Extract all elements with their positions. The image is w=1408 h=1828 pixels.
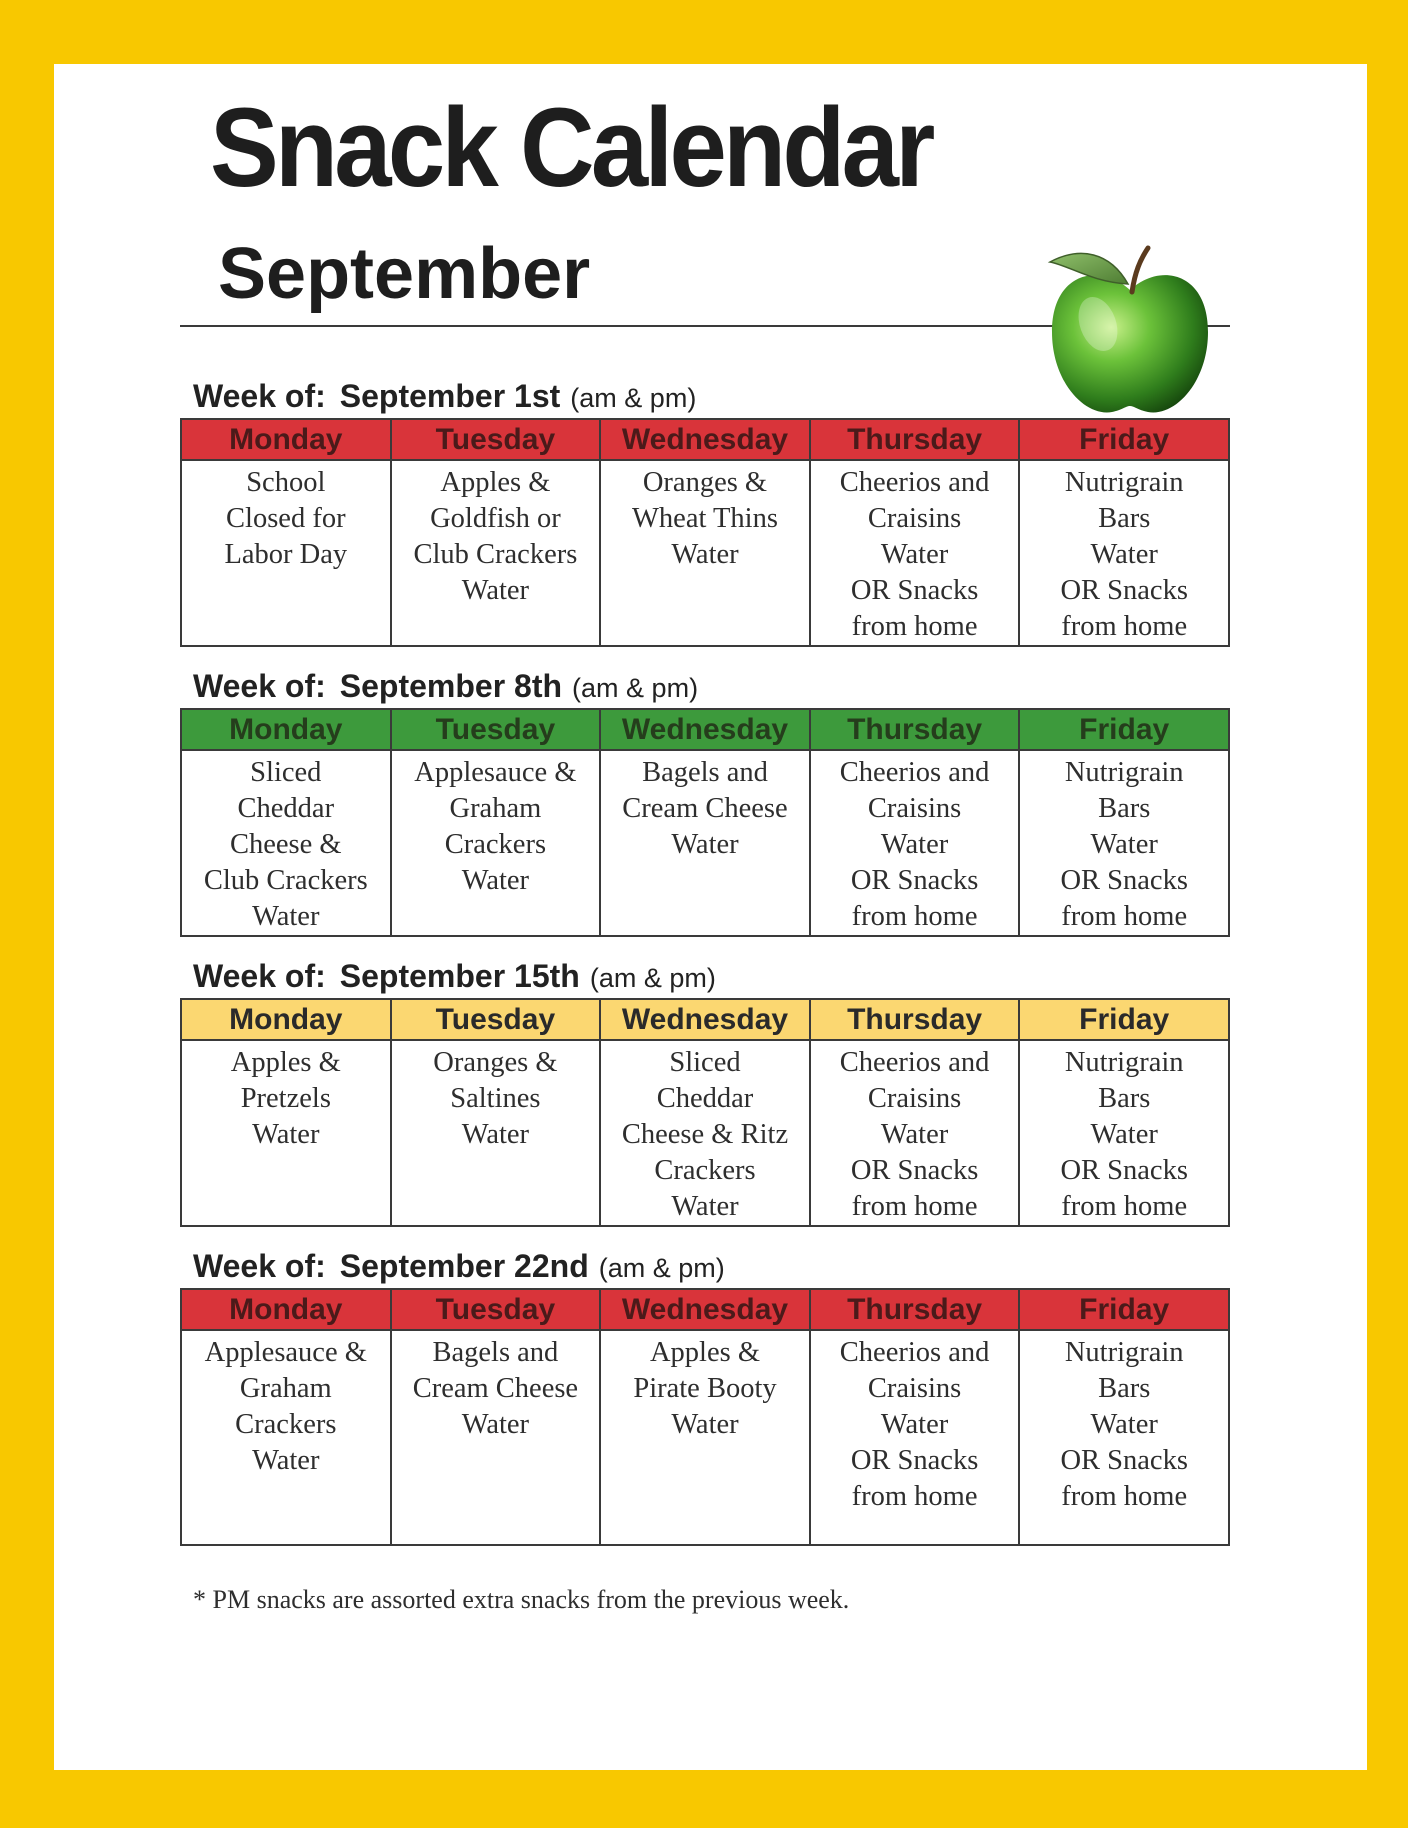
snack-line: OR Snacks [1060, 1445, 1188, 1476]
snack-line: Cheddar [656, 1083, 754, 1114]
week-2-header-row [181, 709, 1229, 750]
snack-line: Bagels and [642, 757, 768, 788]
day-header-friday: Friday [1019, 1289, 1229, 1330]
month-subtitle: September [218, 234, 591, 314]
snack-cell-wednesday [600, 460, 810, 646]
snack-line: Applesauce & [414, 757, 577, 788]
snack-line: from home [851, 1481, 978, 1512]
snack-line: Nutrigrain [1064, 467, 1184, 498]
day-header-wednesday: Wednesday [600, 1289, 810, 1330]
snack-line: Water [880, 1119, 949, 1150]
snack-line: Labor Day [224, 539, 348, 570]
snack-line: Water [671, 1191, 739, 1222]
snack-line: Crackers [235, 1409, 337, 1440]
snack-line: Cheddar [237, 793, 335, 824]
snack-line: Club Crackers [413, 539, 578, 570]
snack-cell-wednesday [600, 1040, 810, 1226]
week-1-snack-row [181, 460, 1229, 646]
snack-line: Graham [239, 1373, 332, 1404]
day-header-friday: Friday [1019, 419, 1229, 460]
snack-line: Pirate Booty [633, 1373, 777, 1404]
week-4-heading [193, 1250, 725, 1282]
week-note: (am & pm) [572, 673, 699, 703]
snack-line: from home [851, 1191, 978, 1222]
snack-line: Water [880, 539, 949, 570]
snack-line: Bars [1098, 503, 1151, 534]
snack-line: School [246, 467, 326, 498]
snack-line: Nutrigrain [1064, 1047, 1184, 1078]
snack-line: OR Snacks [850, 1445, 979, 1476]
week-1-header-row [181, 419, 1229, 460]
week-1-table [180, 418, 1230, 647]
snack-line: Saltines [450, 1083, 541, 1114]
snack-line: Water [1090, 539, 1158, 570]
snack-line: Water [252, 1119, 320, 1150]
day-header-friday: Friday [1019, 709, 1229, 750]
week-date: September 15th [339, 958, 580, 994]
snack-line: Water [461, 1409, 530, 1440]
snack-line: Bagels and [432, 1337, 559, 1368]
snack-cell-thursday [810, 1330, 1020, 1545]
snack-line: Cheese & [230, 829, 342, 860]
snack-line: Water [461, 865, 530, 896]
day-header-wednesday: Wednesday [600, 999, 810, 1040]
snack-cell-wednesday [600, 750, 810, 936]
day-header-tuesday: Tuesday [391, 419, 601, 460]
day-header-thursday: Thursday [810, 999, 1020, 1040]
snack-cell-monday [181, 460, 391, 646]
snack-line: Oranges & [642, 467, 768, 498]
snack-cell-tuesday [391, 1040, 601, 1226]
day-header-wednesday: Wednesday [600, 709, 810, 750]
snack-line: Club Crackers [203, 865, 368, 896]
snack-line: Wheat Thins [632, 503, 778, 534]
snack-line: Bars [1098, 1083, 1151, 1114]
snack-line: from home [851, 901, 978, 932]
snack-line: OR Snacks [850, 1155, 979, 1186]
snack-cell-wednesday [600, 1330, 810, 1545]
snack-line: Water [671, 539, 739, 570]
green-apple-icon [1040, 232, 1220, 422]
week-label: Week of: [193, 1248, 326, 1284]
snack-line: Cheerios and [839, 757, 990, 788]
snack-line: Craisins [867, 503, 962, 534]
week-note: (am & pm) [570, 383, 697, 413]
day-header-monday: Monday [181, 419, 391, 460]
week-1-heading [193, 380, 696, 412]
snack-line: Cheese & Ritz [621, 1119, 789, 1150]
snack-line: Applesauce & [204, 1337, 367, 1368]
snack-line: Water [1090, 1119, 1158, 1150]
snack-cell-tuesday [391, 750, 601, 936]
snack-line: Water [252, 901, 320, 932]
snack-line: Bars [1098, 1373, 1151, 1404]
week-date: September 8th [339, 668, 563, 704]
snack-line: Closed for [226, 503, 346, 534]
week-3-header-row [181, 999, 1229, 1040]
snack-line: Apples & [440, 467, 551, 498]
week-date: September 1st [339, 378, 561, 414]
snack-line: Cream Cheese [622, 793, 788, 824]
week-4-header-row [181, 1289, 1229, 1330]
day-header-tuesday: Tuesday [391, 1289, 601, 1330]
day-header-monday: Monday [181, 999, 391, 1040]
snack-line: Water [671, 1409, 739, 1440]
snack-line: Water [461, 1119, 530, 1150]
day-header-monday: Monday [181, 709, 391, 750]
snack-cell-thursday [810, 750, 1020, 936]
snack-line: Crackers [444, 829, 547, 860]
snack-cell-monday [181, 1040, 391, 1226]
snack-line: Craisins [867, 1373, 962, 1404]
day-header-thursday: Thursday [810, 1289, 1020, 1330]
snack-line: Bars [1098, 793, 1151, 824]
snack-line: Water [461, 575, 530, 606]
snack-line: Pretzels [240, 1083, 331, 1114]
snack-line: Craisins [867, 1083, 962, 1114]
snack-cell-friday [1019, 1330, 1229, 1545]
week-3-snack-row [181, 1040, 1229, 1226]
snack-line: OR Snacks [850, 865, 979, 896]
snack-line: Crackers [654, 1155, 756, 1186]
week-4-table [180, 1288, 1230, 1546]
day-header-monday: Monday [181, 1289, 391, 1330]
snack-cell-friday [1019, 1040, 1229, 1226]
snack-line: Nutrigrain [1064, 757, 1184, 788]
week-2-snack-row [181, 750, 1229, 936]
week-label: Week of: [193, 378, 326, 414]
snack-line: OR Snacks [850, 575, 979, 606]
snack-line: from home [1061, 611, 1188, 642]
snack-line: Apples & [649, 1337, 760, 1368]
week-note: (am & pm) [589, 963, 716, 993]
snack-line: Water [880, 1409, 949, 1440]
snack-cell-friday [1019, 460, 1229, 646]
snack-line: Water [880, 829, 949, 860]
snack-line: from home [1061, 901, 1188, 932]
snack-cell-monday [181, 1330, 391, 1545]
snack-line: Apples & [230, 1047, 341, 1078]
page-title: Snack Calendar [210, 85, 932, 210]
snack-cell-thursday [810, 460, 1020, 646]
snack-cell-tuesday [391, 460, 601, 646]
snack-line: Sliced [669, 1047, 741, 1078]
snack-cell-tuesday [391, 1330, 601, 1545]
snack-line: Sliced [250, 757, 322, 788]
footnote: * PM snacks are assorted extra snacks from the previous week. [193, 1585, 850, 1614]
day-header-tuesday: Tuesday [391, 709, 601, 750]
week-2-table [180, 708, 1230, 937]
snack-line: from home [851, 611, 978, 642]
snack-line: Graham [449, 793, 542, 824]
snack-line: Water [1090, 1409, 1158, 1440]
day-header-thursday: Thursday [810, 419, 1020, 460]
snack-line: Cheerios and [839, 1337, 990, 1368]
week-note: (am & pm) [598, 1253, 725, 1283]
day-header-friday: Friday [1019, 999, 1229, 1040]
snack-line: OR Snacks [1060, 865, 1188, 896]
snack-cell-thursday [810, 1040, 1020, 1226]
week-3-heading [193, 960, 716, 992]
snack-cell-monday [181, 750, 391, 936]
snack-line: from home [1061, 1191, 1188, 1222]
snack-line: Water [1090, 829, 1158, 860]
week-2-heading [193, 670, 698, 702]
week-date: September 22nd [339, 1248, 589, 1284]
week-label: Week of: [193, 668, 326, 704]
day-header-thursday: Thursday [810, 709, 1020, 750]
snack-line: Water [252, 1445, 320, 1476]
snack-line: Cream Cheese [412, 1373, 579, 1404]
week-label: Week of: [193, 958, 326, 994]
day-header-tuesday: Tuesday [391, 999, 601, 1040]
snack-line: Cheerios and [839, 467, 990, 498]
day-header-wednesday: Wednesday [600, 419, 810, 460]
snack-line: OR Snacks [1060, 575, 1188, 606]
snack-line: Craisins [867, 793, 962, 824]
week-4-snack-row [181, 1330, 1229, 1545]
snack-line: Oranges & [433, 1047, 558, 1078]
snack-cell-friday [1019, 750, 1229, 936]
snack-line: Nutrigrain [1064, 1337, 1184, 1368]
snack-line: Cheerios and [839, 1047, 990, 1078]
snack-line: Water [671, 829, 739, 860]
snack-line: OR Snacks [1060, 1155, 1188, 1186]
snack-line: from home [1061, 1481, 1188, 1512]
snack-line: Goldfish or [430, 503, 561, 534]
week-3-table [180, 998, 1230, 1227]
